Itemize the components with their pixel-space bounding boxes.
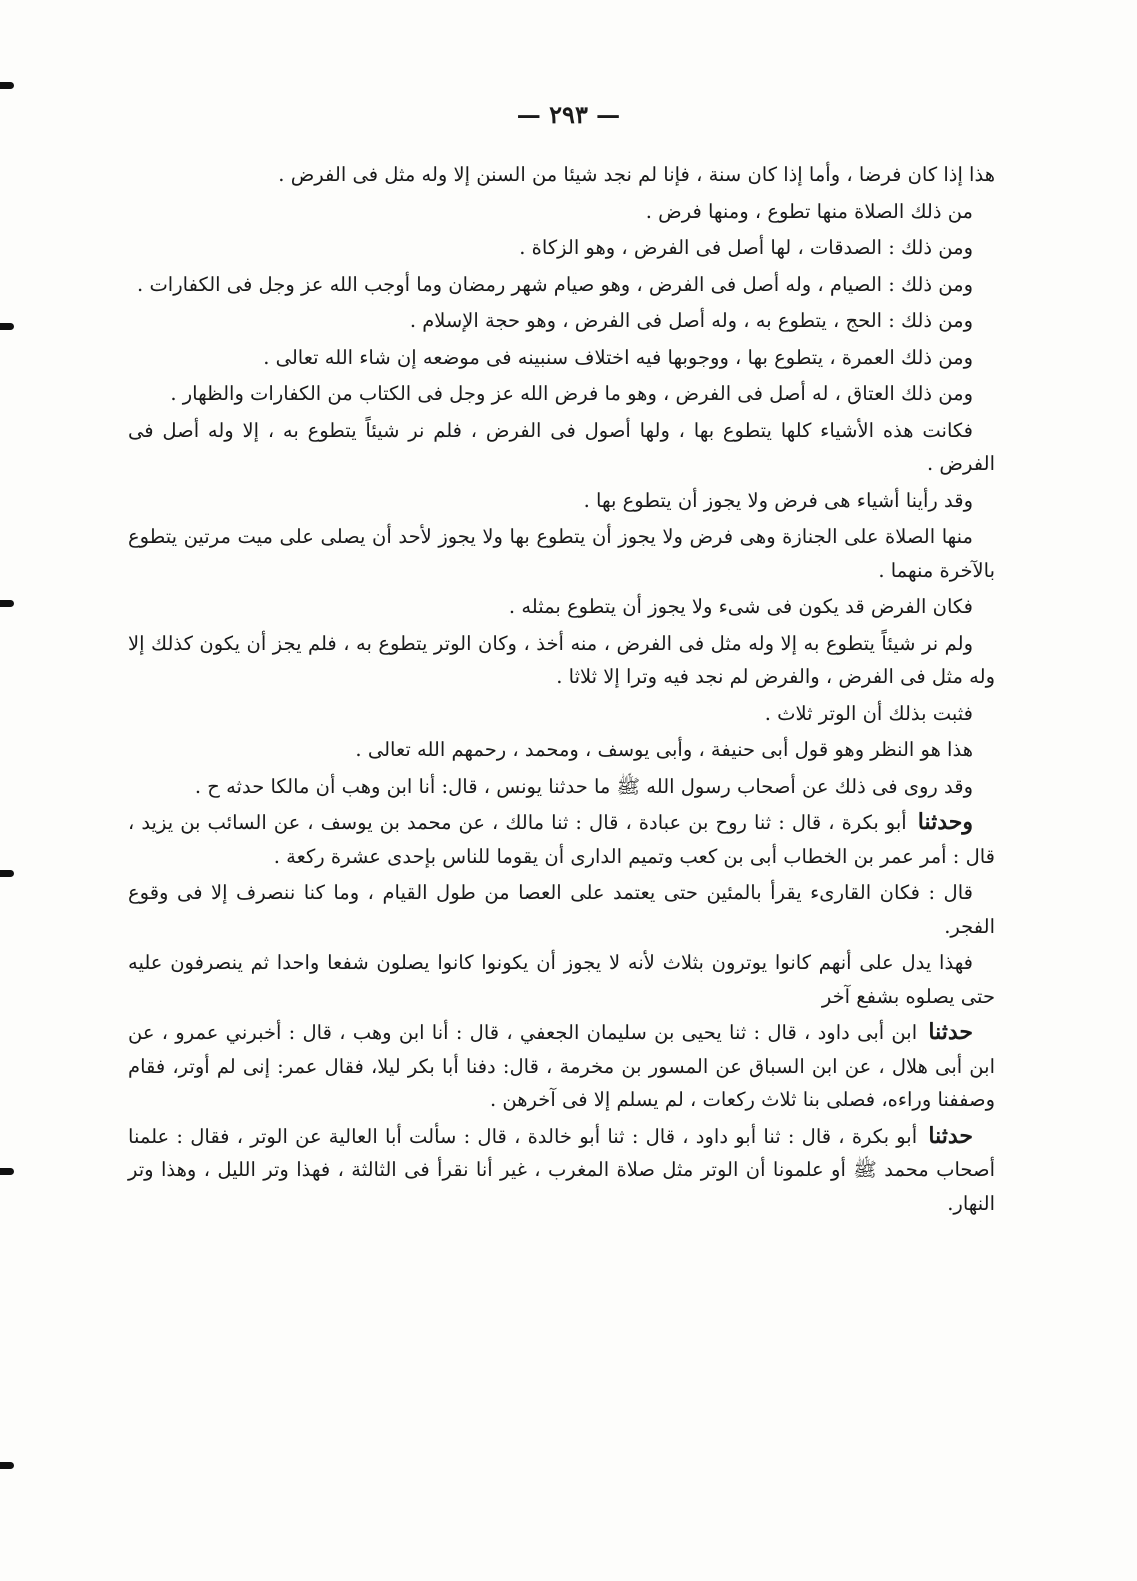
- paragraph-text: أبو بكرة ، قال : ثنا أبو داود ، قال : ثنا أبو خالدة ، قال : سألت أبا العالية عن الوتر ، فقال : علمنا أصحاب محمد ﷺ أو علمونا أن الوتر مثل صلاة المغرب ، غير أنا نقرأ فى الثالثة ، فهذا وتر الليل ، وهذا وتر النهار.: [128, 1124, 995, 1215]
- paragraph-text: ومن ذلك : الحج ، يتطوع به ، وله أصل فى الفرض ، وهو حجة الإسلام .: [409, 309, 973, 332]
- paragraph: [128, 304, 995, 338]
- paragraph-text: فثبت بذلك أن الوتر ثلاث .: [764, 701, 973, 725]
- paragraph-text: وقد رأينا أشياء هى فرض ولا يجوز أن يتطوع بها .: [583, 488, 973, 512]
- paragraph-text: أبو بكرة ، قال : ثنا روح بن عبادة ، قال : ثنا مالك ، عن محمد بن يوسف ، عن السائب بن يزيد ، قال : أمر عمر بن الخطاب أبى بن كعب وتميم الدارى أن يقوما للناس بإحدى عشرة ركعة .: [128, 811, 995, 868]
- binding-mark: [0, 323, 14, 330]
- isnad-lead-word: حدثنا: [928, 1122, 973, 1149]
- isnad-lead-word: حدثنا: [928, 1019, 973, 1045]
- paragraph-text: فكانت هذه الأشياء كلها يتطوع بها ، ولها أصول فى الفرض ، فلم نر شيئاً يتطوع به ، إلا وله أصل فى الفرض .: [128, 418, 995, 475]
- binding-mark: [0, 600, 14, 607]
- page-body: [128, 158, 995, 1223]
- isnad-lead-word: وحدثنا: [917, 809, 973, 835]
- paragraph: [128, 733, 995, 767]
- paragraph-text: وقد روى فى ذلك عن أصحاب رسول الله ﷺ ما حدثنا يونس ، قال: أنا ابن وهب أن مالكا حدثه ح .: [194, 774, 973, 798]
- paragraph-text: هذا هو النظر وهو قول أبى حنيفة ، وأبى يوسف ، ومحمد ، رحمهم الله تعالى .: [355, 738, 973, 761]
- paragraph: [128, 590, 995, 624]
- binding-mark: [0, 1168, 14, 1175]
- paragraph: [128, 627, 995, 694]
- paragraph: [128, 697, 995, 731]
- paragraph-text: فهذا يدل على أنهم كانوا يوترون بثلاث لأنه لا يجوز أن يكونوا كانوا يصلون شفعا واحدا ثم ينصرفون عليه حتى يصلوه بشفع آخر: [128, 951, 995, 1008]
- paragraph: [128, 377, 995, 411]
- binding-mark: [0, 82, 14, 89]
- paragraph: [128, 770, 995, 804]
- paragraph-text: ومن ذلك : الصدقات ، لها أصل فى الفرض ، وهو الزكاة .: [519, 236, 973, 259]
- paragraph: [128, 158, 995, 192]
- binding-mark: [0, 1462, 14, 1469]
- paragraph: [128, 1120, 995, 1221]
- paragraph-text: هذا إذا كان فرضا ، وأما إذا كان سنة ، فإنا لم نجد شيئا من السنن إلا وله مثل فى الفرض .: [278, 163, 995, 186]
- paragraph-text: ولم نر شيئاً يتطوع به إلا وله مثل فى الفرض ، منه أخذ ، وكان الوتر يتطوع به ، فلم يجز أن يكون كذلك إلا وله مثل فى الفرض ، والفرض لم نجد فيه وترا إلا ثلاثا .: [128, 631, 995, 688]
- paragraph: [128, 876, 995, 943]
- paragraph: [128, 806, 995, 873]
- paragraph-text: من ذلك الصلاة منها تطوع ، ومنها فرض .: [645, 199, 973, 223]
- paragraph: [128, 341, 995, 375]
- paragraph: [128, 268, 995, 302]
- paragraph: [128, 946, 995, 1013]
- paragraph: [128, 414, 995, 481]
- paragraph: [128, 1016, 995, 1117]
- paragraph-text: منها الصلاة على الجنازة وهى فرض ولا يجوز أن يتطوع بها ولا يجوز لأحد أن يصلى على ميت مرتين يتطوع بالآخرة منهما .: [128, 525, 995, 582]
- paragraph-text: ابن أبى داود ، قال : ثنا يحيى بن سليمان الجعفي ، قال : أنا ابن وهب ، قال : أخبرني عمرو ، عن ابن أبى هلال ، عن ابن السباق عن المسور بن مخرمة ، قال: دفنا أبا بكر ليلا، فقال عمر: إنى لم أوتر، فقام وصففنا وراءه، فصلى بنا ثلاث ركعات ، لم يسلم إلا فى آخرهن .: [128, 1021, 995, 1111]
- paragraph-text: فكان الفرض قد يكون فى شىء ولا يجوز أن يتطوع بمثله .: [508, 595, 973, 618]
- binding-mark: [0, 870, 14, 877]
- paragraph-text: ومن ذلك العتاق ، له أصل فى الفرض ، وهو ما فرض الله عز وجل فى الكتاب من الكفارات والظهار .: [170, 382, 973, 405]
- page-number: — ٢٩٣ —: [516, 100, 621, 129]
- paragraph-text: ومن ذلك العمرة ، يتطوع بها ، ووجوبها فيه اختلاف سنبينه فى موضعه إن شاء الله تعالى .: [263, 345, 973, 369]
- paragraph: [128, 231, 995, 265]
- paragraph: [128, 484, 995, 518]
- paragraph-text: ومن ذلك : الصيام ، وله أصل فى الفرض ، وهو صيام شهر رمضان وما أوجب الله عز وجل فى الكفارات .: [137, 272, 973, 296]
- paragraph-text: قال : فكان القارىء يقرأ بالمئين حتى يعتمد على العصا من طول القيام ، وما كنا ننصرف إلا فى وقوع الفجر.: [128, 881, 995, 938]
- paragraph: [128, 520, 995, 587]
- paragraph: [128, 195, 995, 229]
